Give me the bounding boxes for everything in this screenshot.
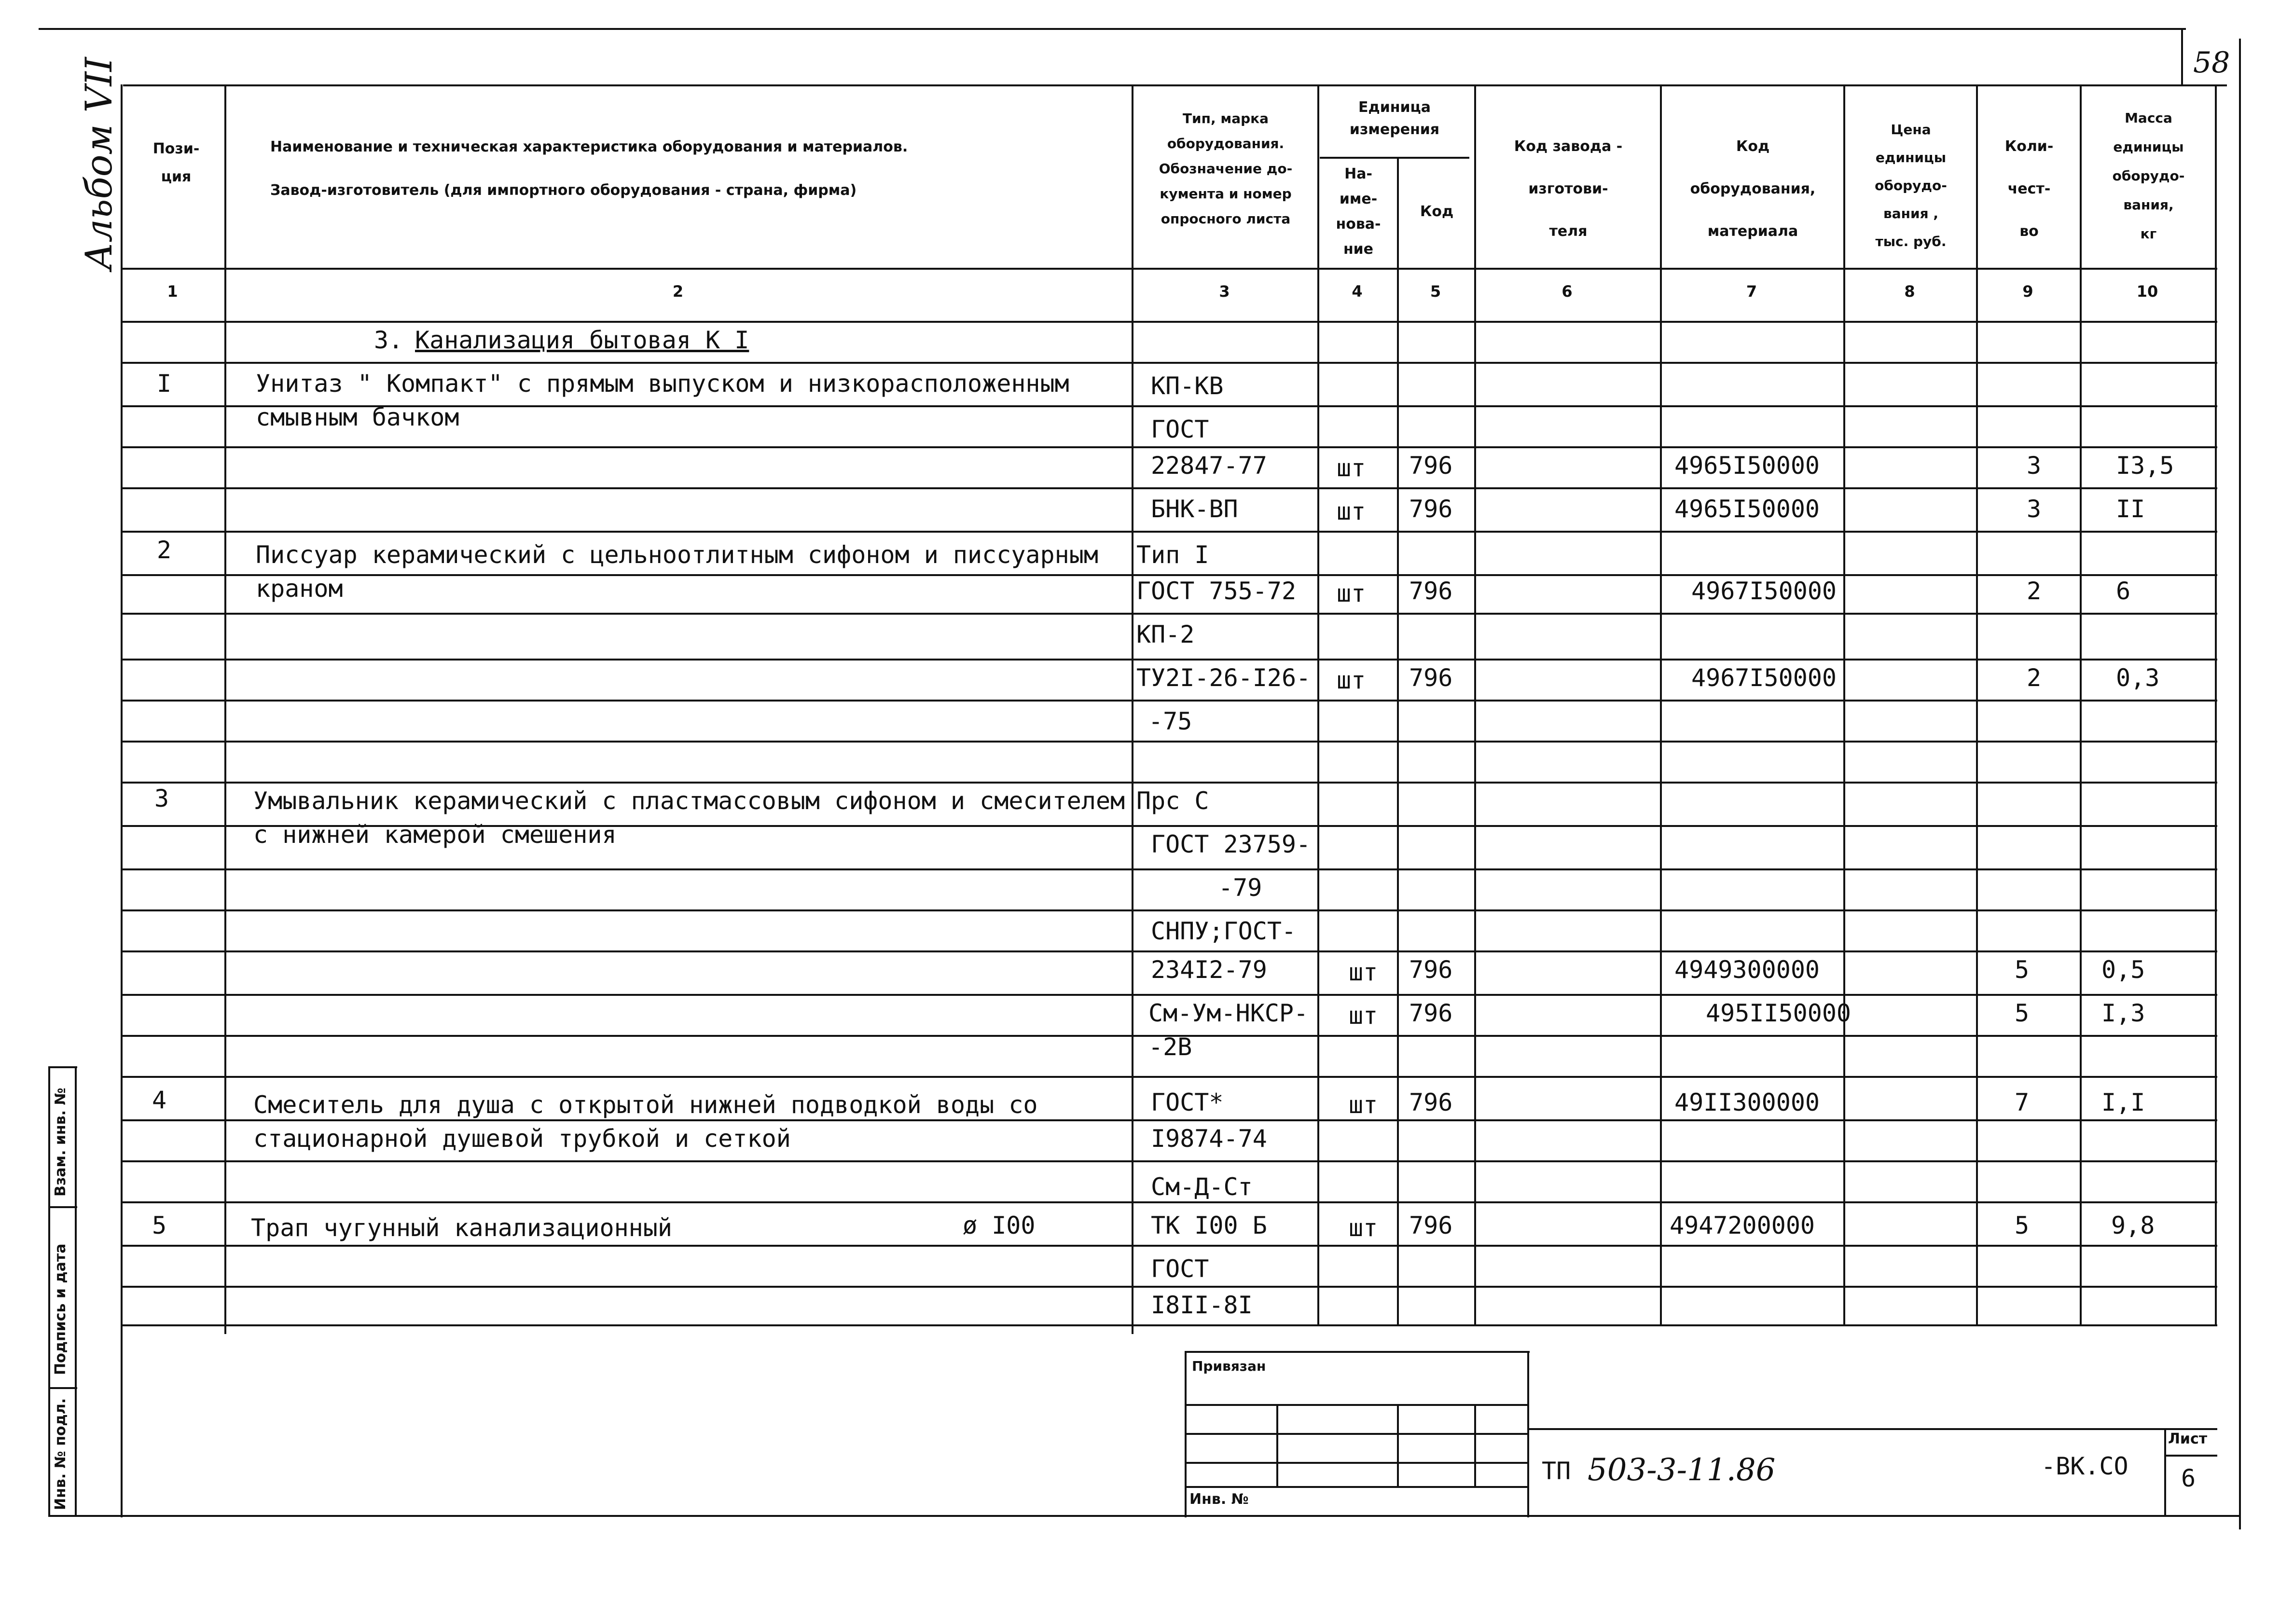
sheet-box-split xyxy=(2164,1455,2217,1457)
item3-type-b: ГОСТ 23759- xyxy=(1151,830,1311,858)
item5-type-b: ГОСТ xyxy=(1151,1255,1209,1283)
frame-right xyxy=(2239,39,2241,1529)
row-line xyxy=(121,487,2217,489)
row-line xyxy=(121,700,2217,702)
header-col1: Пози- ция xyxy=(152,140,200,185)
col-line-3 xyxy=(1317,84,1319,1324)
colnum-9: 9 xyxy=(2022,282,2033,301)
section-title: Канализация бытовая К I xyxy=(415,326,749,354)
header-col2: Наименование и техническая характеристика оборудования и материалов. Завод-изготовитель (для импортного оборудования - страна, фирма) xyxy=(270,138,908,199)
sidebar-split-2 xyxy=(48,1387,77,1389)
item1-code-d: 796 xyxy=(1409,495,1453,523)
header-col6: Код завода - изготови- теля xyxy=(1514,138,1623,240)
item2-name-1: Писсуар керамический с цельноотлитным сифоном и писсуарным xyxy=(256,541,1098,569)
item2-qty-d: 2 xyxy=(2027,664,2042,692)
item4-name-1: Смеситель для душа с открытой нижней подводкой воды со xyxy=(253,1091,1038,1119)
col-line-10 xyxy=(2215,84,2217,1324)
col-line-6 xyxy=(1660,84,1662,1324)
item3-unit-e: шт xyxy=(1349,958,1378,986)
stamp-doc-number: 503-3-11.86 xyxy=(1588,1452,1776,1488)
item3-type-a: Прс С xyxy=(1136,787,1209,815)
colnum-2: 2 xyxy=(672,282,684,301)
item2-name-2: краном xyxy=(256,575,343,603)
frame-bottom xyxy=(48,1515,2239,1517)
item1-equip-d: 4965I50000 xyxy=(1674,495,1820,523)
col-line-7 xyxy=(1843,84,1845,1324)
stamp-col xyxy=(1397,1404,1399,1486)
col-line-9 xyxy=(2080,84,2082,1324)
colnum-1: 1 xyxy=(167,282,178,301)
item1-name-2: смывным бачком xyxy=(256,403,459,431)
item5-code-a: 796 xyxy=(1409,1211,1453,1239)
item2-qty-b: 2 xyxy=(2027,577,2042,605)
item2-code-d: 796 xyxy=(1409,664,1453,692)
sidebar-inv-podl: Инв. № подл. xyxy=(52,1398,69,1510)
colnum-bottom xyxy=(121,321,2217,323)
sidebar-podpis: Подпись и дата xyxy=(52,1243,69,1375)
item3-qty-f: 5 xyxy=(2015,999,2030,1027)
sidebar-vzam-inv: Взам. инв. № xyxy=(52,1087,69,1197)
item2-equip-b: 4967I50000 xyxy=(1691,577,1837,605)
item2-type-e: -75 xyxy=(1148,707,1192,735)
item1-type-b: ГОСТ xyxy=(1151,415,1209,443)
page-number: 58 xyxy=(2193,46,2230,80)
sidebar-inner xyxy=(75,1066,77,1515)
item5-mass-a: 9,8 xyxy=(2111,1211,2155,1239)
colnum-8: 8 xyxy=(1904,282,1915,301)
header-bottom xyxy=(121,268,2217,270)
row-line xyxy=(121,741,2217,743)
item5-qty-a: 5 xyxy=(2015,1211,2030,1239)
stamp-privyazan: Привязан xyxy=(1192,1358,1266,1374)
item1-mass-c: I3,5 xyxy=(2116,452,2174,480)
colnum-10: 10 xyxy=(2136,282,2158,301)
item3-equip-e: 4949300000 xyxy=(1674,956,1820,984)
colnum-5: 5 xyxy=(1430,282,1441,301)
row-line xyxy=(121,1286,2217,1288)
row-line xyxy=(121,1245,2217,1247)
item5-unit-a: шт xyxy=(1349,1214,1378,1242)
item1-pos: I xyxy=(157,370,172,398)
item2-type-b: ГОСТ 755-72 xyxy=(1136,577,1297,605)
item3-unit-f: шт xyxy=(1349,1002,1378,1030)
item2-type-d: ТУ2I-26-I26- xyxy=(1136,664,1311,692)
item3-mass-f: I,3 xyxy=(2101,999,2145,1027)
col-line-1 xyxy=(224,84,226,1334)
item5-equip-a: 4947200000 xyxy=(1670,1211,1815,1239)
item1-equip-c: 4965I50000 xyxy=(1674,452,1820,480)
stamp-col xyxy=(1474,1404,1476,1486)
sidebar-top xyxy=(48,1066,77,1068)
header-col4: На- име- нова- ние xyxy=(1336,165,1381,258)
item2-type-c: КП-2 xyxy=(1136,620,1195,648)
item1-mass-d: II xyxy=(2116,495,2145,523)
header-col7: Код оборудования, материала xyxy=(1690,138,1816,240)
stamp-sheet-number: 6 xyxy=(2181,1464,2196,1492)
item3-equip-f: 495II50000 xyxy=(1706,999,1852,1027)
item4-equip-a: 49II300000 xyxy=(1674,1088,1820,1116)
colnum-6: 6 xyxy=(1561,282,1573,301)
top-rule xyxy=(39,28,2186,30)
item5-type-c: I8II-8I xyxy=(1151,1291,1253,1319)
item3-code-e: 796 xyxy=(1409,956,1453,984)
item2-mass-d: 0,3 xyxy=(2116,664,2160,692)
row-line xyxy=(121,909,2217,911)
section-number: 3. xyxy=(374,326,403,354)
item1-qty-d: 3 xyxy=(2027,495,2042,523)
item3-type-f: См-Ум-НКСР- xyxy=(1148,999,1309,1027)
item1-unit-c: шт xyxy=(1337,454,1366,482)
stamp-sheet-label: Лист xyxy=(2168,1431,2208,1447)
row-line xyxy=(121,446,2217,448)
item3-type-d: СНПУ;ГОСТ- xyxy=(1151,917,1297,945)
row-line xyxy=(121,574,2217,576)
item3-name-1: Умывальник керамический с пластмассовым сифоном и смесителем xyxy=(253,787,1125,815)
sidebar-split-1 xyxy=(48,1206,77,1208)
table-bottom xyxy=(121,1324,2217,1326)
colnum-4: 4 xyxy=(1352,282,1363,301)
row-line xyxy=(121,868,2217,870)
row-line xyxy=(121,1119,2217,1121)
row-line xyxy=(121,994,2217,996)
stamp-doc-suffix: -ВК.СО xyxy=(2041,1452,2128,1480)
item1-type-c: 22847-77 xyxy=(1151,452,1267,480)
stamp-top xyxy=(1185,1351,1530,1353)
item1-unit-d: шт xyxy=(1337,497,1366,525)
header-col3: Тип, марка оборудования. Обозначение до- кумента и номер опросного листа xyxy=(1159,110,1293,227)
row-line xyxy=(121,613,2217,615)
sheet-box-left xyxy=(2164,1428,2166,1515)
colnum-3: 3 xyxy=(1219,282,1230,301)
item3-mass-e: 0,5 xyxy=(2101,956,2145,984)
item1-type-a: КП-КВ xyxy=(1151,372,1224,400)
item4-qty-a: 7 xyxy=(2015,1088,2030,1116)
col-line-8 xyxy=(1976,84,1978,1324)
item4-code-a: 796 xyxy=(1409,1088,1453,1116)
header-col5: Код xyxy=(1420,203,1454,220)
item3-code-f: 796 xyxy=(1409,999,1453,1027)
item2-equip-d: 4967I50000 xyxy=(1691,664,1837,692)
header-col9: Коли- чест- во xyxy=(2004,138,2054,240)
item3-qty-e: 5 xyxy=(2015,956,2030,984)
row-line xyxy=(121,1160,2217,1162)
item3-pos: 3 xyxy=(154,784,169,812)
stamp-col xyxy=(1276,1404,1278,1486)
item4-name-2: стационарной душевой трубкой и сеткой xyxy=(253,1125,791,1153)
frame-top xyxy=(123,84,2227,86)
col-line-2 xyxy=(1132,84,1133,1334)
colnum-7: 7 xyxy=(1746,282,1757,301)
item4-type-a: ГОСТ* xyxy=(1151,1088,1224,1116)
item4-type-b: I9874-74 xyxy=(1151,1125,1267,1153)
item5-name: Трап чугунный канализационный xyxy=(251,1214,672,1242)
item5-diam: ø I00 xyxy=(963,1211,1036,1239)
item4-mass-a: I,I xyxy=(2101,1088,2145,1116)
item2-type-a: Тип I xyxy=(1136,541,1209,569)
item4-unit-a: шт xyxy=(1349,1091,1378,1119)
item1-code-c: 796 xyxy=(1409,452,1453,480)
item2-code-b: 796 xyxy=(1409,577,1453,605)
item1-name-1: Унитаз " Компакт" с прямым выпуском и низкорасположенным xyxy=(256,370,1069,398)
stamp-row xyxy=(1185,1486,1527,1488)
item3-type-e: 234I2-79 xyxy=(1151,956,1267,984)
item2-pos: 2 xyxy=(157,536,172,564)
unit-group-split xyxy=(1320,157,1469,159)
row-line xyxy=(121,782,2217,784)
album-label: Альбом VII xyxy=(77,57,120,270)
stamp-title-top xyxy=(1527,1428,2217,1430)
item2-unit-d: шт xyxy=(1337,666,1366,694)
item4-type-c: См-Д-Ст xyxy=(1151,1173,1253,1201)
item2-mass-b: 6 xyxy=(2116,577,2131,605)
row-line xyxy=(121,1201,2217,1203)
page-number-box-left xyxy=(2181,30,2183,85)
item3-type-c: -79 xyxy=(1218,874,1262,902)
row-line xyxy=(121,1076,2217,1078)
item3-name-2: с нижней камерой смешения xyxy=(253,821,617,849)
row-line xyxy=(121,362,2217,364)
stamp-inv-no: Инв. № xyxy=(1189,1491,1249,1508)
sidebar-outer xyxy=(48,1066,50,1515)
stamp-divider xyxy=(1527,1351,1529,1517)
col-line-5 xyxy=(1474,84,1476,1324)
item1-type-d: БНК-ВП xyxy=(1151,495,1238,523)
header-col8: Цена единицы оборудо- вания , тыс. руб. xyxy=(1875,122,1947,249)
row-line xyxy=(121,950,2217,952)
row-line xyxy=(121,531,2217,533)
item5-pos: 5 xyxy=(152,1211,167,1239)
header-col10: Масса единицы оборудо- вания, кг xyxy=(2112,110,2185,242)
item2-unit-b: шт xyxy=(1337,579,1366,607)
item5-type-a: ТК I00 Б xyxy=(1151,1211,1267,1239)
item4-pos: 4 xyxy=(152,1086,167,1114)
item1-qty-c: 3 xyxy=(2027,452,2042,480)
item3-type-g: -2В xyxy=(1148,1033,1192,1061)
row-line xyxy=(121,659,2217,661)
header-unit-group: Единица измерения xyxy=(1349,99,1440,138)
stamp-doc-prefix: ТП xyxy=(1542,1457,1571,1485)
